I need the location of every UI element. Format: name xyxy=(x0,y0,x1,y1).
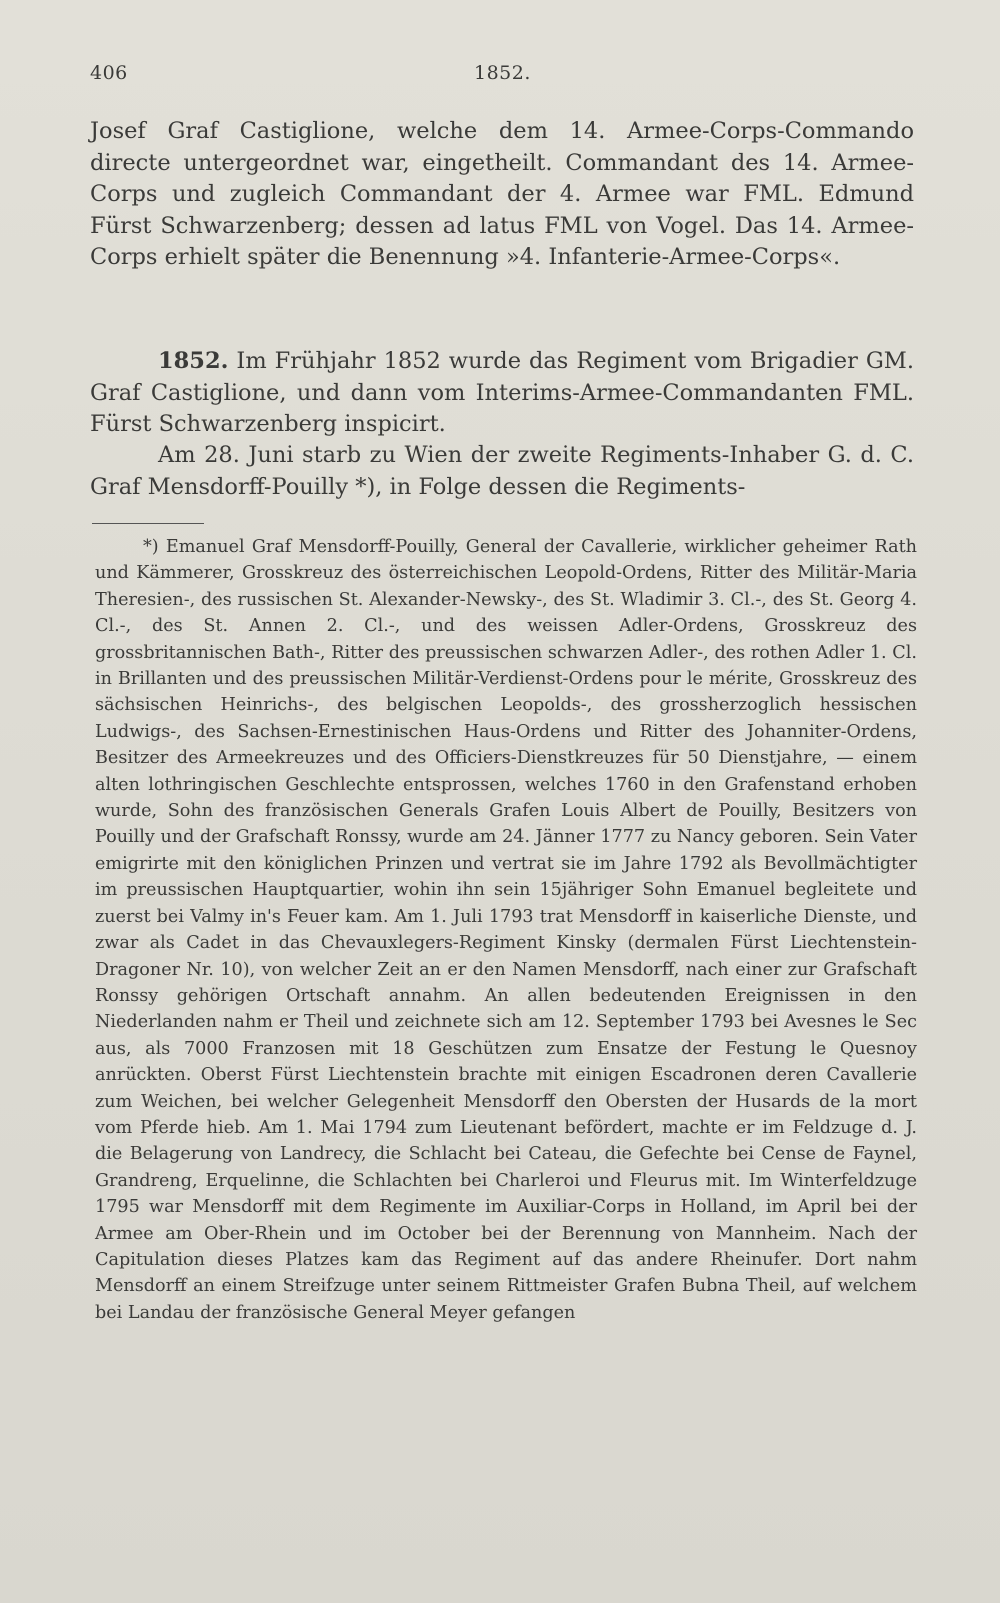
running-head: 1852. xyxy=(474,62,531,84)
body-paragraph-2-text: Im Frühjahr 1852 wurde das Regiment vom Brigadier GM. Graf Castiglione, und dann vom Interims-Armee-Commandanten FML. Fürst Schwarzenberg inspicirt. xyxy=(90,348,914,437)
page-number: 406 xyxy=(90,62,128,84)
footnote: *) Emanuel Graf Mensdorff-Pouilly, General der Cavallerie, wirklicher geheimer Rath und Kämmerer, Grosskreuz des österreichischen Leopold-Ordens, Ritter des Militär-Maria Theresien-, des russischen St. Alexander-Newsky-, des St. Wladimir 3. Cl.-, des St. Georg 4. Cl.-, des St. Annen 2. Cl.-, und des weissen Adler-Ordens, Grosskreuz des grossbritannischen Bath-, Ritter des preussischen schwarzen Adler-, des rothen Adler 1. Cl. in Brillanten und des preussischen Militär-Verdienst-Ordens pour le mérite, Grosskreuz des sächsischen Heinrichs-, des belgischen Leopolds-, des grossherzoglich hessischen Ludwigs-, des Sachsen-Ernestinischen Haus-Ordens und Ritter des Johanniter-Ordens, Besitzer des Armeekreuzes und des Officiers-Dienstkreuzes für 50 Dienstjahre, — einem alten lothringischen Geschlechte entsprossen, welches 1760 in den Grafenstand erhoben wurde, Sohn des französischen Generals Grafen Louis Albert de Pouilly, Besitzers von Pouilly und der Grafschaft Ronssy, wurde am 24. Jänner 1777 zu Nancy geboren. Sein Vater emigrirte mit den königlichen Prinzen und vertrat sie im Jahre 1792 als Bevollmächtigter im preussischen Hauptquartier, wohin ihn sein 15jähriger Sohn Emanuel begleitete und zuerst bei Valmy in's Feuer kam. Am 1. Juli 1793 trat Mensdorff in kaiserliche Dienste, und zwar als Cadet in das Chevauxlegers-Regiment Kinsky (dermalen Fürst Liechtenstein-Dragoner Nr. 10), von welcher Zeit an er den Namen Mensdorff, nach einer zur Grafschaft Ronssy gehörigen Ortschaft annahm. An allen bedeutenden Ereignissen in den Niederlanden nahm er Theil und zeichnete sich am 12. September 1793 bei Avesnes le Sec aus, als 7000 Franzosen mit 18 Geschützen zum Ensatze der Festung le Quesnoy anrückten. Oberst Fürst Liechtenstein brachte mit einigen Escadronen deren Cavallerie zum Weichen, bei welcher Gelegenheit Mensdorff den Obersten der Husards de la mort vom Pferde hieb. Am 1. Mai 1794 zum Lieutenant befördert, machte er im Feldzuge d. J. die Belagerung von Landrecy, die Schlacht bei Cateau, die Gefechte bei Cense de Faynel, Grandreng, Erquelinne, die Schlachten bei Charleroi und Fleurus mit. Im Winterfeldzuge 1795 war Mensdorff mit dem Regimente im Auxiliar-Corps in Holland, im April bei der Armee am Ober-Rhein und im October bei der Berennung von Mannheim. Nach der Capitulation dieses Platzes kam das Regiment auf das andere Rheinufer. Dort nahm Mensdorff an einem Streifzuge unter seinem Rittmeister Grafen Bubna Theil, auf welchem bei Landau der französische General Meyer gefangen xyxy=(95,537,917,1323)
body-paragraph-2 xyxy=(90,346,914,441)
body-paragraph-3: Am 28. Juni starb zu Wien der zweite Regiments-Inhaber G. d. C. Graf Mensdorff-Pouilly *), in Folge dessen die Regiments- xyxy=(90,442,914,500)
body-paragraph-1: Josef Graf Castiglione, welche dem 14. Armee-Corps-Commando directe untergeordnet war, eingetheilt. Commandant des 14. Armee-Corps und zugleich Commandant der 4. Armee war FML. Edmund Fürst Schwarzenberg; dessen ad latus FML von Vogel. Das 14. Armee-Corps erhielt später die Benennung »4. Infanterie-Armee-Corps«. xyxy=(90,118,914,270)
year-heading: 1852. xyxy=(158,348,229,374)
footnote-rule xyxy=(92,523,204,524)
